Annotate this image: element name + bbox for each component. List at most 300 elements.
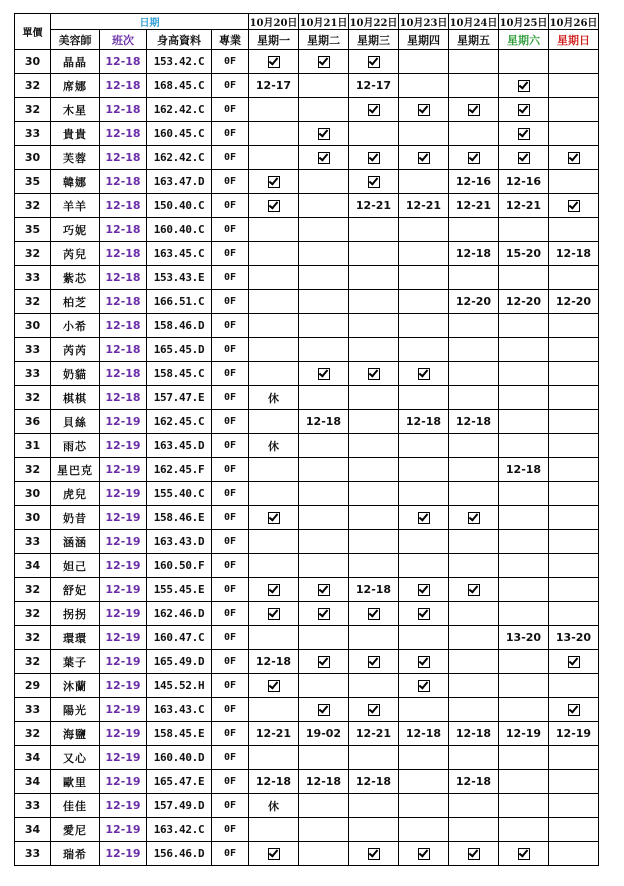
- checkbox-checked-icon[interactable]: [568, 152, 580, 164]
- day-cell[interactable]: 12-18: [499, 458, 549, 482]
- day-cell[interactable]: [349, 794, 399, 818]
- day-cell[interactable]: [399, 458, 449, 482]
- checkbox-checked-icon[interactable]: [368, 368, 380, 380]
- checkbox-checked-icon[interactable]: [518, 80, 530, 92]
- day-cell[interactable]: [449, 578, 499, 602]
- day-cell[interactable]: [299, 674, 349, 698]
- day-cell[interactable]: [449, 98, 499, 122]
- day-cell[interactable]: 12-19: [549, 722, 599, 746]
- day-cell[interactable]: [549, 338, 599, 362]
- day-cell[interactable]: [449, 626, 499, 650]
- day-cell[interactable]: [549, 458, 599, 482]
- day-cell[interactable]: 12-21: [349, 722, 399, 746]
- day-cell[interactable]: 12-17: [249, 74, 299, 98]
- day-cell[interactable]: [499, 338, 549, 362]
- day-cell[interactable]: [299, 74, 349, 98]
- day-cell[interactable]: [399, 218, 449, 242]
- day-cell[interactable]: [549, 698, 599, 722]
- checkbox-checked-icon[interactable]: [518, 848, 530, 860]
- day-cell[interactable]: 休: [249, 794, 299, 818]
- day-cell[interactable]: [299, 338, 349, 362]
- checkbox-checked-icon[interactable]: [318, 128, 330, 140]
- day-cell[interactable]: [499, 650, 549, 674]
- checkbox-checked-icon[interactable]: [418, 584, 430, 596]
- day-cell[interactable]: [549, 434, 599, 458]
- day-cell[interactable]: [499, 842, 549, 866]
- day-cell[interactable]: [449, 650, 499, 674]
- day-cell[interactable]: [549, 50, 599, 74]
- day-cell[interactable]: [499, 506, 549, 530]
- day-cell[interactable]: [549, 410, 599, 434]
- day-cell[interactable]: [249, 50, 299, 74]
- checkbox-checked-icon[interactable]: [268, 512, 280, 524]
- day-cell[interactable]: [549, 314, 599, 338]
- checkbox-checked-icon[interactable]: [318, 704, 330, 716]
- day-cell[interactable]: [249, 626, 299, 650]
- day-cell[interactable]: 12-21: [499, 194, 549, 218]
- day-cell[interactable]: [399, 362, 449, 386]
- day-cell[interactable]: [549, 506, 599, 530]
- day-cell[interactable]: [499, 602, 549, 626]
- day-cell[interactable]: [499, 746, 549, 770]
- day-cell[interactable]: [399, 602, 449, 626]
- checkbox-checked-icon[interactable]: [368, 848, 380, 860]
- day-cell[interactable]: [449, 674, 499, 698]
- day-cell[interactable]: [449, 842, 499, 866]
- day-cell[interactable]: [299, 506, 349, 530]
- day-cell[interactable]: [499, 578, 549, 602]
- checkbox-checked-icon[interactable]: [318, 368, 330, 380]
- price-cell: 32: [15, 386, 51, 410]
- checkbox-checked-icon[interactable]: [368, 656, 380, 668]
- day-cell[interactable]: [549, 266, 599, 290]
- day-cell[interactable]: [299, 626, 349, 650]
- day-cell[interactable]: [249, 578, 299, 602]
- checkbox-checked-icon[interactable]: [468, 848, 480, 860]
- day-cell[interactable]: [299, 818, 349, 842]
- day-cell[interactable]: [499, 698, 549, 722]
- day-cell[interactable]: [399, 626, 449, 650]
- day-cell[interactable]: [449, 362, 499, 386]
- day-cell[interactable]: [549, 530, 599, 554]
- day-cell[interactable]: [549, 842, 599, 866]
- beautician-name: 虎兒: [51, 482, 100, 506]
- day-cell[interactable]: [549, 218, 599, 242]
- day-cell[interactable]: [349, 506, 399, 530]
- day-cell[interactable]: 13-20: [549, 626, 599, 650]
- day-cell[interactable]: [299, 458, 349, 482]
- day-cell[interactable]: [249, 266, 299, 290]
- day-cell[interactable]: [349, 530, 399, 554]
- checkbox-checked-icon[interactable]: [318, 656, 330, 668]
- day-cell[interactable]: [249, 674, 299, 698]
- day-cell[interactable]: [349, 554, 399, 578]
- day-cell[interactable]: [449, 698, 499, 722]
- price-cell: 32: [15, 74, 51, 98]
- day-cell[interactable]: [449, 74, 499, 98]
- profile-cell: 160.40.C: [147, 218, 212, 242]
- day-cell[interactable]: [499, 482, 549, 506]
- day-cell[interactable]: 12-18: [349, 770, 399, 794]
- day-cell[interactable]: [449, 434, 499, 458]
- day-cell[interactable]: [399, 98, 449, 122]
- day-cell[interactable]: [499, 434, 549, 458]
- day-cell[interactable]: [399, 506, 449, 530]
- checkbox-checked-icon[interactable]: [418, 848, 430, 860]
- day-cell[interactable]: [349, 146, 399, 170]
- day-cell[interactable]: [249, 194, 299, 218]
- checkbox-checked-icon[interactable]: [468, 512, 480, 524]
- checkbox-checked-icon[interactable]: [268, 200, 280, 212]
- day-cell[interactable]: [249, 170, 299, 194]
- day-cell[interactable]: [499, 122, 549, 146]
- checkbox-checked-icon[interactable]: [368, 104, 380, 116]
- day-cell[interactable]: [549, 746, 599, 770]
- day-cell[interactable]: [349, 842, 399, 866]
- checkbox-checked-icon[interactable]: [268, 608, 280, 620]
- day-cell[interactable]: [399, 266, 449, 290]
- weekday-header-6: 星期六: [499, 30, 549, 50]
- day-cell[interactable]: [249, 314, 299, 338]
- day-cell[interactable]: [299, 698, 349, 722]
- day-cell[interactable]: [499, 98, 549, 122]
- day-cell[interactable]: 12-20: [499, 290, 549, 314]
- day-cell[interactable]: [399, 386, 449, 410]
- skill-cell: 0F: [212, 578, 249, 602]
- day-cell[interactable]: 12-21: [349, 194, 399, 218]
- day-cell[interactable]: [399, 74, 449, 98]
- day-cell[interactable]: 12-17: [349, 74, 399, 98]
- day-cell[interactable]: [299, 842, 349, 866]
- day-cell[interactable]: [449, 482, 499, 506]
- checkbox-checked-icon[interactable]: [468, 584, 480, 596]
- beautician-name: 芮芮: [51, 338, 100, 362]
- day-cell[interactable]: [499, 674, 549, 698]
- day-cell[interactable]: [349, 122, 399, 146]
- day-cell[interactable]: [499, 410, 549, 434]
- day-cell[interactable]: [249, 506, 299, 530]
- checkbox-checked-icon[interactable]: [318, 56, 330, 68]
- day-cell[interactable]: [499, 770, 549, 794]
- day-cell[interactable]: [249, 122, 299, 146]
- day-cell[interactable]: [299, 290, 349, 314]
- day-cell[interactable]: [349, 290, 399, 314]
- day-cell[interactable]: 12-21: [399, 194, 449, 218]
- day-cell[interactable]: [449, 50, 499, 74]
- day-cell[interactable]: 13-20: [499, 626, 549, 650]
- day-cell[interactable]: [249, 290, 299, 314]
- day-cell[interactable]: [249, 410, 299, 434]
- checkbox-checked-icon[interactable]: [568, 656, 580, 668]
- day-cell[interactable]: [399, 578, 449, 602]
- day-cell[interactable]: [549, 146, 599, 170]
- checkbox-checked-icon[interactable]: [268, 584, 280, 596]
- beautician-name: 拐拐: [51, 602, 100, 626]
- day-cell[interactable]: [299, 170, 349, 194]
- checkbox-checked-icon[interactable]: [418, 368, 430, 380]
- day-cell[interactable]: [349, 458, 399, 482]
- day-cell[interactable]: [449, 386, 499, 410]
- day-cell[interactable]: [449, 338, 499, 362]
- checkbox-checked-icon[interactable]: [518, 128, 530, 140]
- day-cell[interactable]: [299, 602, 349, 626]
- day-cell[interactable]: 12-18: [399, 722, 449, 746]
- day-cell[interactable]: [349, 482, 399, 506]
- day-cell[interactable]: [549, 770, 599, 794]
- day-cell[interactable]: [449, 554, 499, 578]
- day-cell[interactable]: 12-18: [299, 410, 349, 434]
- day-cell[interactable]: [299, 362, 349, 386]
- day-cell[interactable]: [549, 554, 599, 578]
- day-cell[interactable]: [249, 482, 299, 506]
- day-cell[interactable]: [499, 386, 549, 410]
- day-cell[interactable]: [349, 650, 399, 674]
- day-cell[interactable]: [399, 146, 449, 170]
- day-cell[interactable]: [449, 314, 499, 338]
- day-cell[interactable]: [249, 218, 299, 242]
- day-cell[interactable]: [249, 530, 299, 554]
- day-cell[interactable]: [249, 98, 299, 122]
- day-cell[interactable]: 休: [249, 386, 299, 410]
- day-cell[interactable]: [499, 554, 549, 578]
- day-cell[interactable]: 12-16: [499, 170, 549, 194]
- day-cell[interactable]: [349, 434, 399, 458]
- day-cell[interactable]: [549, 362, 599, 386]
- day-cell[interactable]: [449, 794, 499, 818]
- day-cell[interactable]: [299, 386, 349, 410]
- checkbox-checked-icon[interactable]: [368, 704, 380, 716]
- day-cell[interactable]: [549, 98, 599, 122]
- day-cell[interactable]: 12-21: [249, 722, 299, 746]
- day-cell[interactable]: [399, 290, 449, 314]
- beautician-name: 佳佳: [51, 794, 100, 818]
- day-cell[interactable]: [349, 314, 399, 338]
- beautician-name: 柏芝: [51, 290, 100, 314]
- day-cell[interactable]: [299, 122, 349, 146]
- day-cell[interactable]: [349, 50, 399, 74]
- day-cell[interactable]: [499, 266, 549, 290]
- day-cell[interactable]: [549, 794, 599, 818]
- day-cell[interactable]: [349, 266, 399, 290]
- day-cell[interactable]: [349, 698, 399, 722]
- day-cell[interactable]: 12-18: [299, 770, 349, 794]
- day-cell[interactable]: 休: [249, 434, 299, 458]
- day-cell[interactable]: [499, 362, 549, 386]
- checkbox-checked-icon[interactable]: [568, 704, 580, 716]
- day-cell[interactable]: 12-16: [449, 170, 499, 194]
- day-cell[interactable]: [399, 434, 449, 458]
- day-cell[interactable]: [449, 266, 499, 290]
- day-cell[interactable]: 12-20: [549, 290, 599, 314]
- checkbox-checked-icon[interactable]: [418, 104, 430, 116]
- day-cell[interactable]: 12-18: [449, 242, 499, 266]
- day-cell[interactable]: [299, 98, 349, 122]
- day-cell[interactable]: [299, 146, 349, 170]
- day-cell[interactable]: 12-18: [249, 770, 299, 794]
- day-cell[interactable]: 12-18: [449, 410, 499, 434]
- checkbox-checked-icon[interactable]: [468, 104, 480, 116]
- checkbox-checked-icon[interactable]: [268, 56, 280, 68]
- day-cell[interactable]: [349, 410, 399, 434]
- checkbox-checked-icon[interactable]: [418, 680, 430, 692]
- checkbox-checked-icon[interactable]: [318, 584, 330, 596]
- day-cell[interactable]: [449, 458, 499, 482]
- day-cell[interactable]: [399, 818, 449, 842]
- checkbox-checked-icon[interactable]: [418, 656, 430, 668]
- day-cell[interactable]: 12-18: [549, 242, 599, 266]
- day-cell[interactable]: 15-20: [499, 242, 549, 266]
- day-cell[interactable]: [249, 746, 299, 770]
- day-cell[interactable]: [449, 818, 499, 842]
- checkbox-checked-icon[interactable]: [318, 608, 330, 620]
- day-cell[interactable]: [449, 746, 499, 770]
- day-cell[interactable]: [349, 242, 399, 266]
- day-cell[interactable]: [499, 50, 549, 74]
- day-cell[interactable]: [399, 650, 449, 674]
- day-cell[interactable]: [399, 242, 449, 266]
- day-cell[interactable]: [449, 218, 499, 242]
- day-cell[interactable]: [299, 434, 349, 458]
- day-cell[interactable]: [399, 554, 449, 578]
- checkbox-checked-icon[interactable]: [418, 512, 430, 524]
- day-cell[interactable]: [399, 698, 449, 722]
- day-cell[interactable]: [399, 842, 449, 866]
- day-cell[interactable]: [549, 74, 599, 98]
- day-cell[interactable]: 12-18: [349, 578, 399, 602]
- day-cell[interactable]: [349, 170, 399, 194]
- checkbox-checked-icon[interactable]: [368, 56, 380, 68]
- day-cell[interactable]: [549, 194, 599, 218]
- day-cell[interactable]: [299, 50, 349, 74]
- day-cell[interactable]: [449, 602, 499, 626]
- day-cell[interactable]: [249, 146, 299, 170]
- day-cell[interactable]: 12-18: [399, 410, 449, 434]
- day-cell[interactable]: [349, 338, 399, 362]
- checkbox-checked-icon[interactable]: [568, 200, 580, 212]
- day-cell[interactable]: [499, 314, 549, 338]
- day-cell[interactable]: [299, 794, 349, 818]
- day-cell[interactable]: [549, 122, 599, 146]
- day-cell[interactable]: 19-02: [299, 722, 349, 746]
- day-cell[interactable]: [249, 554, 299, 578]
- checkbox-checked-icon[interactable]: [268, 848, 280, 860]
- day-cell[interactable]: [249, 458, 299, 482]
- day-cell[interactable]: [299, 650, 349, 674]
- day-cell[interactable]: [549, 818, 599, 842]
- day-cell[interactable]: [249, 242, 299, 266]
- day-cell[interactable]: [499, 146, 549, 170]
- weekday-header-1: 星期一: [249, 30, 299, 50]
- checkbox-checked-icon[interactable]: [268, 176, 280, 188]
- day-cell[interactable]: [299, 482, 349, 506]
- day-cell[interactable]: [249, 602, 299, 626]
- day-cell[interactable]: [349, 674, 399, 698]
- day-cell[interactable]: [399, 122, 449, 146]
- day-cell[interactable]: [399, 770, 449, 794]
- checkbox-checked-icon[interactable]: [418, 152, 430, 164]
- day-cell[interactable]: [399, 314, 449, 338]
- day-cell[interactable]: [399, 482, 449, 506]
- day-cell[interactable]: [399, 530, 449, 554]
- day-cell[interactable]: [449, 122, 499, 146]
- day-cell[interactable]: [299, 314, 349, 338]
- day-cell[interactable]: [349, 818, 399, 842]
- day-cell[interactable]: [299, 530, 349, 554]
- day-cell[interactable]: [499, 218, 549, 242]
- checkbox-checked-icon[interactable]: [518, 152, 530, 164]
- checkbox-checked-icon[interactable]: [318, 152, 330, 164]
- day-cell[interactable]: [299, 578, 349, 602]
- day-cell[interactable]: [449, 146, 499, 170]
- date-header-6: 10月25日: [499, 14, 549, 30]
- day-cell[interactable]: [499, 530, 549, 554]
- checkbox-checked-icon[interactable]: [418, 608, 430, 620]
- day-cell[interactable]: [299, 218, 349, 242]
- day-cell[interactable]: [549, 482, 599, 506]
- day-cell[interactable]: [249, 842, 299, 866]
- day-cell[interactable]: [249, 362, 299, 386]
- day-cell[interactable]: 12-19: [499, 722, 549, 746]
- day-cell[interactable]: [299, 242, 349, 266]
- day-cell[interactable]: [299, 746, 349, 770]
- day-cell[interactable]: [549, 386, 599, 410]
- checkbox-checked-icon[interactable]: [268, 680, 280, 692]
- day-cell[interactable]: [399, 170, 449, 194]
- day-cell[interactable]: [399, 674, 449, 698]
- shift-cell: 12-19: [100, 554, 147, 578]
- day-cell[interactable]: [499, 74, 549, 98]
- day-cell[interactable]: [349, 602, 399, 626]
- day-cell[interactable]: [299, 194, 349, 218]
- day-cell[interactable]: 12-20: [449, 290, 499, 314]
- day-cell[interactable]: [549, 674, 599, 698]
- day-cell[interactable]: 12-18: [249, 650, 299, 674]
- day-cell[interactable]: [549, 650, 599, 674]
- day-cell[interactable]: [349, 218, 399, 242]
- checkbox-checked-icon[interactable]: [468, 152, 480, 164]
- day-cell[interactable]: [249, 818, 299, 842]
- checkbox-checked-icon[interactable]: [518, 104, 530, 116]
- day-cell[interactable]: [349, 746, 399, 770]
- day-cell[interactable]: [449, 530, 499, 554]
- day-cell[interactable]: [499, 794, 549, 818]
- day-cell[interactable]: [499, 818, 549, 842]
- day-cell[interactable]: [349, 362, 399, 386]
- checkbox-checked-icon[interactable]: [368, 152, 380, 164]
- day-cell[interactable]: [249, 338, 299, 362]
- day-cell[interactable]: [299, 266, 349, 290]
- day-cell[interactable]: 12-21: [449, 194, 499, 218]
- day-cell[interactable]: [549, 170, 599, 194]
- day-cell[interactable]: [299, 554, 349, 578]
- day-cell[interactable]: [399, 794, 449, 818]
- day-cell[interactable]: [549, 578, 599, 602]
- day-cell[interactable]: [549, 602, 599, 626]
- day-cell[interactable]: 12-18: [449, 770, 499, 794]
- day-cell[interactable]: [449, 506, 499, 530]
- checkbox-checked-icon[interactable]: [368, 608, 380, 620]
- day-cell[interactable]: [399, 50, 449, 74]
- day-cell[interactable]: [349, 98, 399, 122]
- checkbox-checked-icon[interactable]: [368, 176, 380, 188]
- day-cell[interactable]: [349, 626, 399, 650]
- day-cell[interactable]: [249, 698, 299, 722]
- day-cell[interactable]: [399, 338, 449, 362]
- day-cell[interactable]: [399, 746, 449, 770]
- profile-cell: 150.40.C: [147, 194, 212, 218]
- day-cell[interactable]: 12-18: [449, 722, 499, 746]
- day-cell[interactable]: [349, 386, 399, 410]
